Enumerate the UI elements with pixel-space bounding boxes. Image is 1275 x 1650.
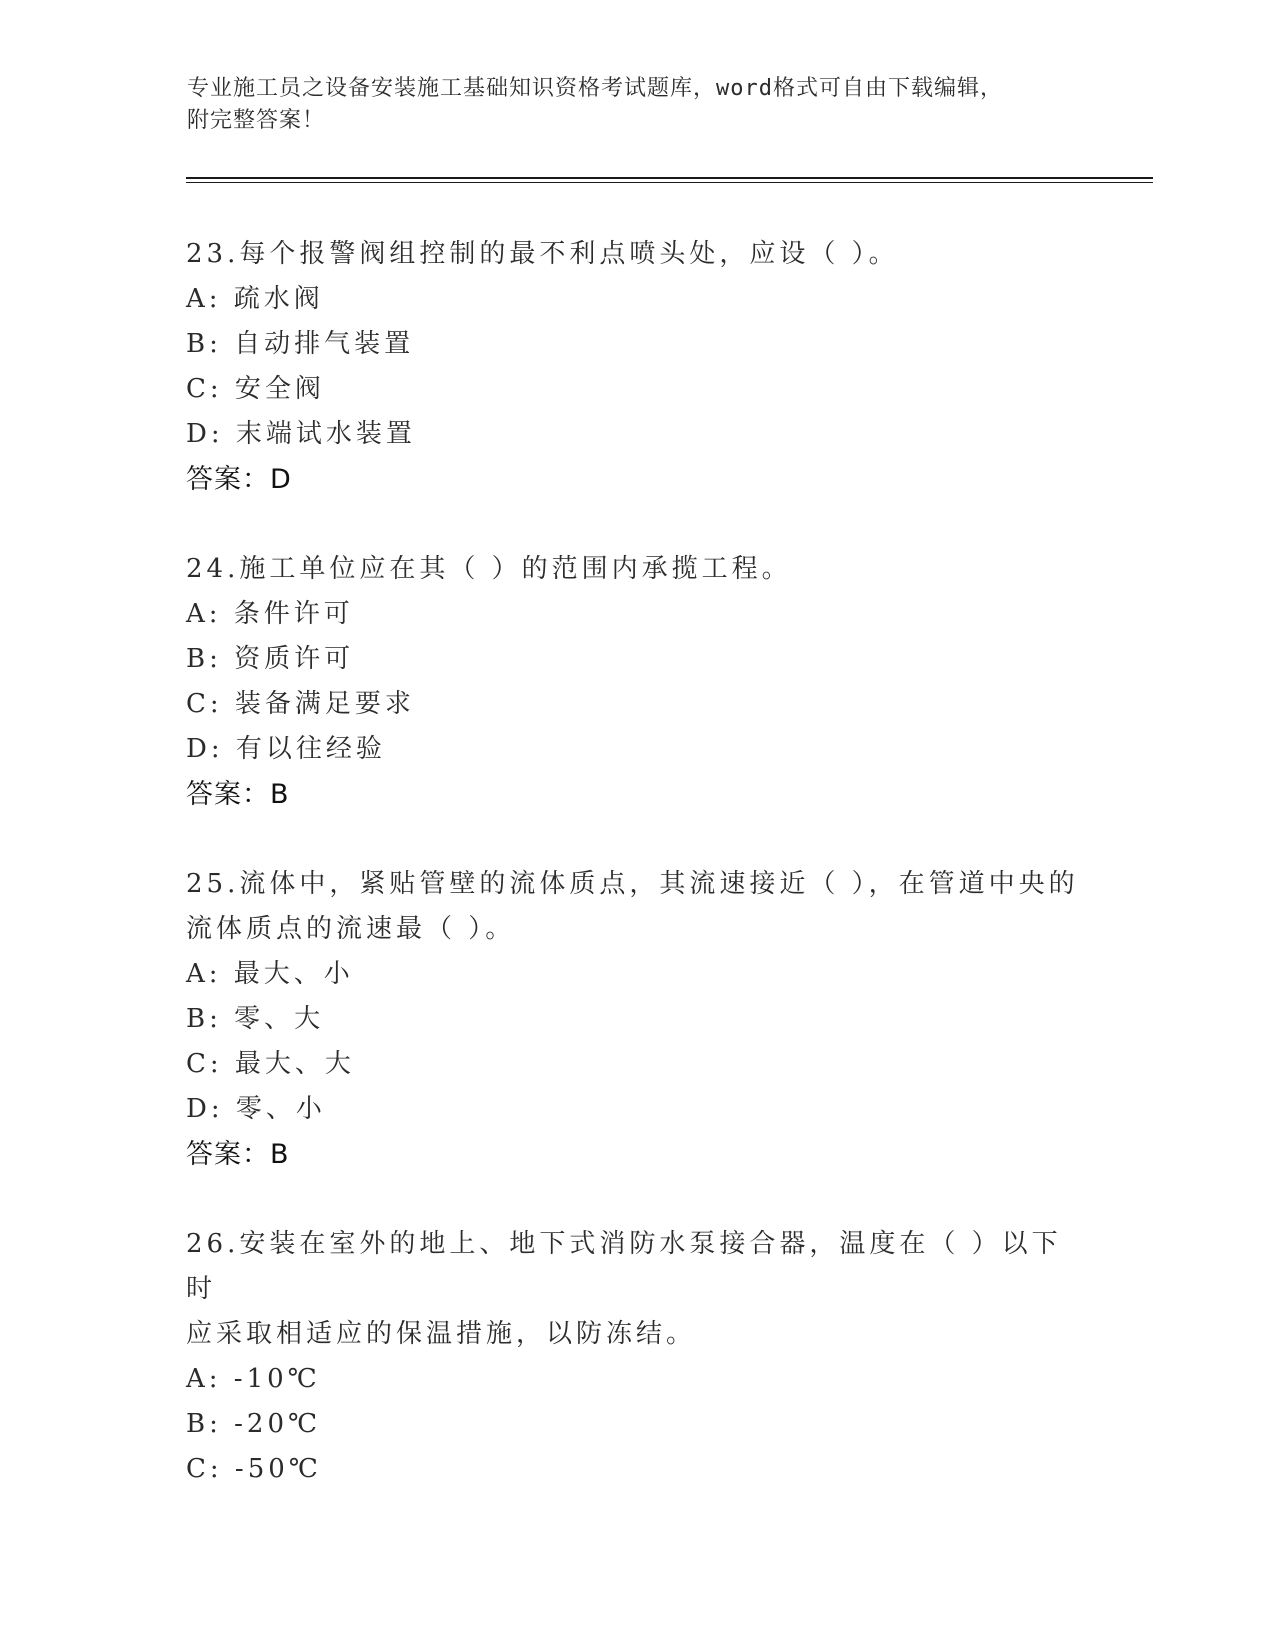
option-b: B: -20℃ <box>186 1409 322 1439</box>
question-25 <box>186 862 1086 1177</box>
option-a: A: 疏水阀 <box>186 284 324 314</box>
question-stem-line-2: 流体质点的流速最（ ）。 <box>186 914 516 944</box>
page-header <box>187 73 1067 137</box>
question-26 <box>186 1222 1086 1492</box>
answer-label: 答案：B <box>186 1139 290 1170</box>
option-a: A: -10℃ <box>186 1364 321 1394</box>
header-rule-thick <box>186 177 1153 179</box>
question-stem-line-2: 应采取相适应的保温措施，以防冻结。 <box>186 1319 697 1349</box>
answer-label: 答案：B <box>186 779 290 810</box>
header-rule-thin <box>186 182 1153 183</box>
header-line-1: 专业施工员之设备安装施工基础知识资格考试题库，word格式可自由下载编辑， <box>187 76 1003 101</box>
question-list <box>186 232 1086 1537</box>
header-line-2: 附完整答案！ <box>187 108 326 133</box>
question-23 <box>186 232 1086 502</box>
option-d: D: 零、小 <box>186 1094 326 1124</box>
option-d: D: 末端试水装置 <box>186 419 416 449</box>
option-c: C: 最大、大 <box>186 1049 355 1079</box>
answer-label: 答案：D <box>186 464 292 495</box>
option-b: B: 自动排气装置 <box>186 329 415 359</box>
option-c: C: -50℃ <box>186 1454 322 1484</box>
option-b: B: 零、大 <box>186 1004 325 1034</box>
question-stem: 23.每个报警阀组控制的最不利点喷头处，应设（ ）。 <box>186 239 899 269</box>
question-stem: 24.施工单位应在其（ ）的范围内承揽工程。 <box>186 554 792 584</box>
option-b: B: 资质许可 <box>186 644 355 674</box>
question-24 <box>186 547 1086 817</box>
question-stem-line-1: 25.流体中，紧贴管壁的流体质点，其流速接近（ ），在管道中央的 <box>186 869 1079 899</box>
option-a: A: 最大、小 <box>186 959 354 989</box>
option-c: C: 装备满足要求 <box>186 689 415 719</box>
option-c: C: 安全阀 <box>186 374 325 404</box>
question-stem-line-1: 26.安装在室外的地上、地下式消防水泵接合器，温度在（ ）以下时 <box>186 1229 1062 1304</box>
option-d: D: 有以往经验 <box>186 734 386 764</box>
option-a: A: 条件许可 <box>186 599 354 629</box>
